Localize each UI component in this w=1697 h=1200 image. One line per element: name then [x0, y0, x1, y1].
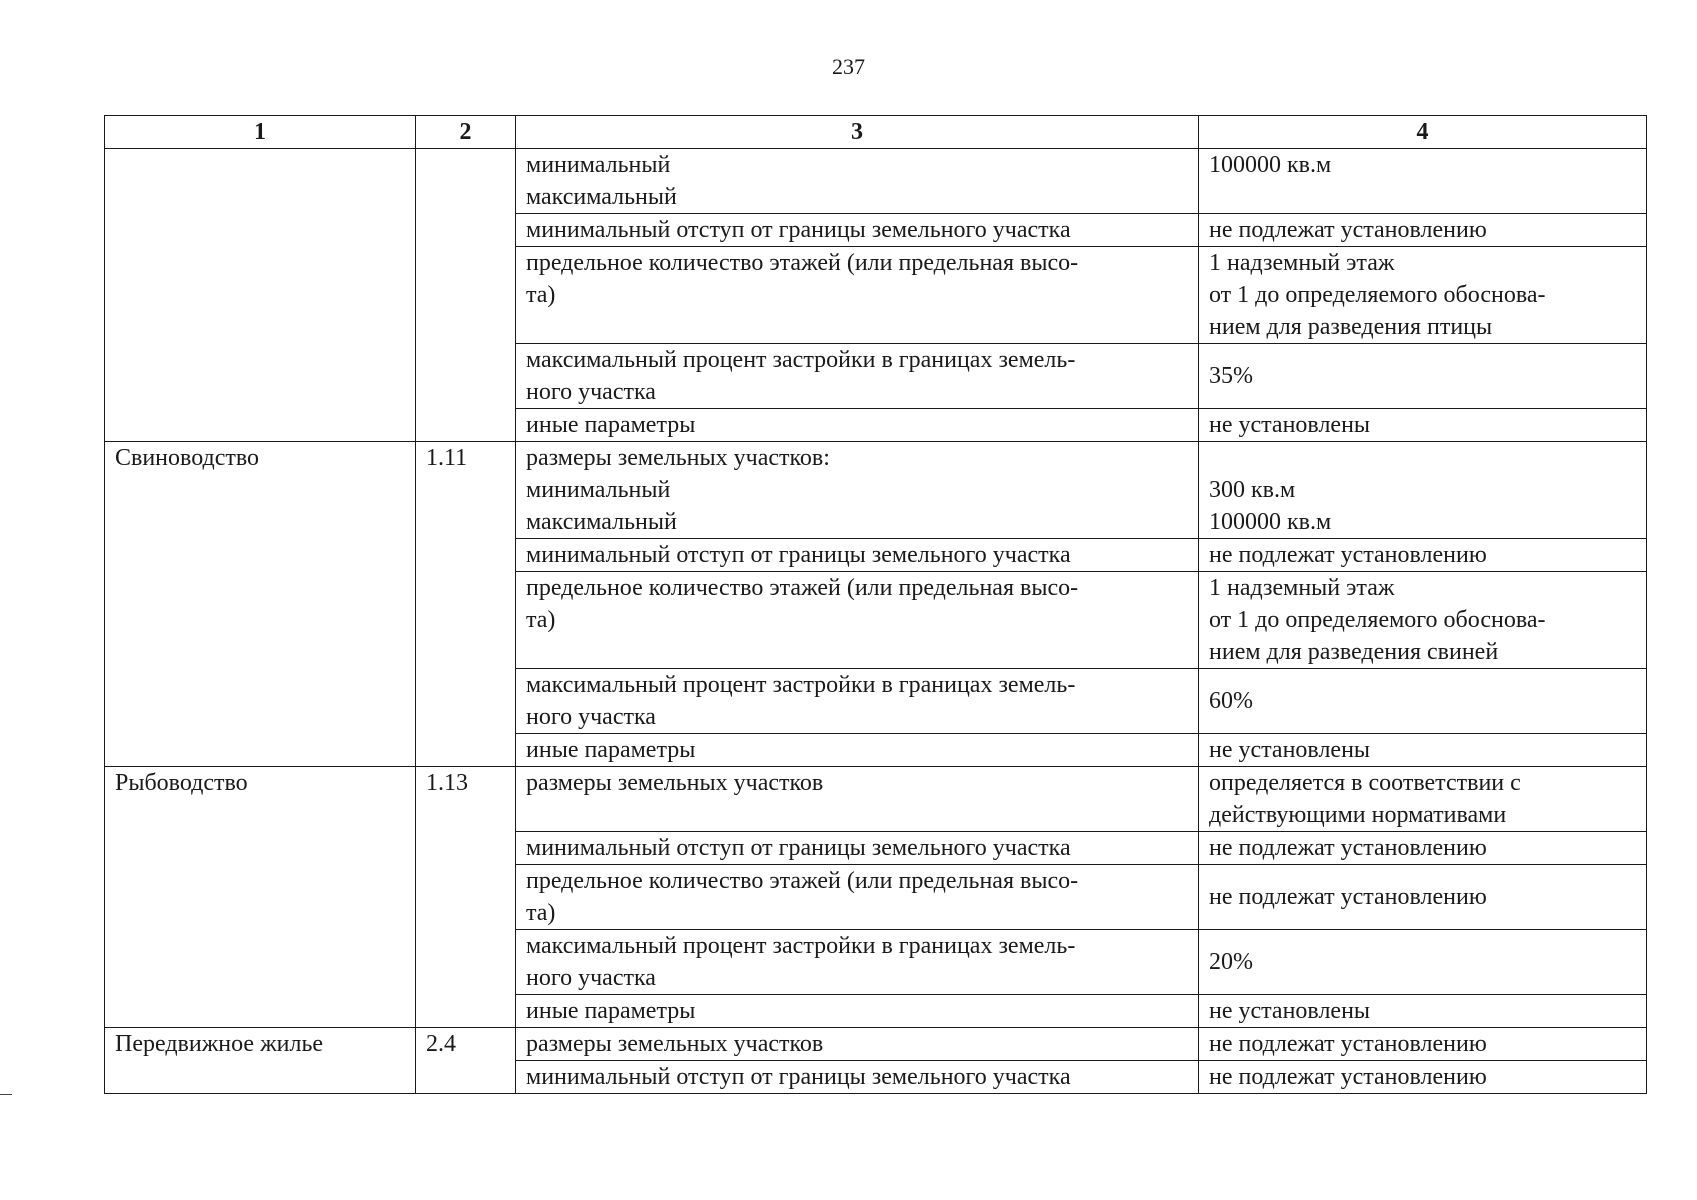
parameter-line: минимальный отступ от границы земельного участка	[526, 542, 1071, 568]
land-use-name	[105, 149, 416, 442]
column-header-2: 2	[416, 116, 516, 149]
value-cell	[1199, 149, 1647, 214]
value-cell	[1199, 1028, 1647, 1061]
value-cell	[1199, 344, 1647, 409]
value-line: не подлежат установлению	[1209, 884, 1487, 910]
value-line: не установлены	[1209, 998, 1371, 1024]
regulations-table	[104, 115, 1647, 1094]
land-use-code: 1.13	[416, 767, 516, 1028]
value-line: нием для разведения птицы	[1209, 314, 1493, 340]
parameter-line: размеры земельных участков	[526, 1031, 824, 1057]
parameter-cell	[516, 767, 1199, 832]
value-line: 60%	[1209, 688, 1253, 714]
parameter-cell	[516, 734, 1199, 767]
value-cell	[1199, 832, 1647, 865]
land-use-code: 2.4	[416, 1028, 516, 1094]
value-line: не установлены	[1209, 412, 1371, 438]
parameter-cell	[516, 669, 1199, 734]
parameter-line: минимальный отступ от границы земельного участка	[526, 1064, 1071, 1090]
value-line: 100000 кв.м	[1209, 509, 1332, 535]
value-line	[1209, 442, 1636, 474]
value-line: не подлежат установлению	[1209, 542, 1487, 568]
parameter-line: максимальный процент застройки в границах земель-	[526, 347, 1076, 373]
parameter-cell	[516, 865, 1199, 930]
value-line: определяется в соответствии с	[1209, 770, 1521, 796]
table-row	[105, 442, 1647, 539]
value-line: 300 кв.м	[1209, 477, 1296, 503]
column-header-1: 1	[105, 116, 416, 149]
column-header-3: 3	[516, 116, 1199, 149]
parameter-cell	[516, 539, 1199, 572]
value-cell	[1199, 995, 1647, 1028]
land-use-name: Рыбоводство	[105, 767, 416, 1028]
parameter-cell	[516, 572, 1199, 669]
parameter-line: иные параметры	[526, 998, 696, 1024]
land-use-code	[416, 149, 516, 442]
value-cell	[1199, 539, 1647, 572]
value-line: не подлежат установлению	[1209, 217, 1487, 243]
parameter-line: предельное количество этажей (или предельная высо-	[526, 250, 1079, 276]
parameter-line: ного участка	[526, 704, 656, 730]
value-line: не подлежат установлению	[1209, 1031, 1487, 1057]
value-cell	[1199, 572, 1647, 669]
parameter-cell	[516, 832, 1199, 865]
parameter-line: предельное количество этажей (или предельная высо-	[526, 575, 1079, 601]
page-number: 237	[832, 54, 865, 79]
value-line: 100000 кв.м	[1209, 152, 1332, 178]
value-cell	[1199, 1061, 1647, 1094]
parameter-line: та)	[526, 607, 556, 633]
parameter-cell	[516, 214, 1199, 247]
value-cell	[1199, 214, 1647, 247]
parameter-line: максимальный	[526, 184, 677, 210]
value-cell	[1199, 767, 1647, 832]
parameter-line: минимальный	[526, 152, 671, 178]
header-row	[105, 116, 1647, 149]
value-line: от 1 до определяемого обоснова-	[1209, 607, 1546, 633]
parameter-line: размеры земельных участков	[526, 770, 824, 796]
table-row	[105, 1028, 1647, 1061]
parameter-cell	[516, 409, 1199, 442]
parameter-line: размеры земельных участков:	[526, 445, 830, 471]
value-cell	[1199, 669, 1647, 734]
column-header-4: 4	[1199, 116, 1647, 149]
value-cell	[1199, 734, 1647, 767]
value-line: не установлены	[1209, 737, 1371, 763]
land-use-code: 1.11	[416, 442, 516, 767]
parameter-line: ного участка	[526, 965, 656, 991]
value-line: 35%	[1209, 363, 1253, 389]
value-line: нием для разведения свиней	[1209, 639, 1499, 665]
parameter-cell	[516, 1028, 1199, 1061]
value-line: действующими нормативами	[1209, 802, 1507, 828]
parameter-cell	[516, 344, 1199, 409]
parameter-line: максимальный процент застройки в границах земель-	[526, 672, 1076, 698]
value-line: 20%	[1209, 949, 1253, 975]
parameter-line: минимальный	[526, 477, 671, 503]
value-line: не подлежат установлению	[1209, 1064, 1487, 1090]
value-cell	[1199, 865, 1647, 930]
parameter-line: максимальный	[526, 509, 677, 535]
parameter-cell	[516, 930, 1199, 995]
parameter-line: та)	[526, 900, 556, 926]
parameter-line: иные параметры	[526, 412, 696, 438]
value-line: 1 надземный этаж	[1209, 250, 1395, 276]
parameter-line: та)	[526, 282, 556, 308]
parameter-line: минимальный отступ от границы земельного участка	[526, 217, 1071, 243]
parameter-cell	[516, 247, 1199, 344]
table-row	[105, 149, 1647, 214]
parameter-cell	[516, 1061, 1199, 1094]
value-line: от 1 до определяемого обоснова-	[1209, 282, 1546, 308]
parameter-cell	[516, 149, 1199, 214]
value-cell	[1199, 930, 1647, 995]
parameter-line: ного участка	[526, 379, 656, 405]
table-body	[105, 149, 1647, 1094]
value-cell	[1199, 442, 1647, 539]
parameter-line: максимальный процент застройки в границах земель-	[526, 933, 1076, 959]
parameter-line: иные параметры	[526, 737, 696, 763]
table-row	[105, 767, 1647, 832]
margin-mark	[0, 1094, 12, 1095]
value-cell	[1199, 409, 1647, 442]
land-use-name: Свиноводство	[105, 442, 416, 767]
land-use-name: Передвижное жилье	[105, 1028, 416, 1094]
value-cell	[1199, 247, 1647, 344]
parameter-line: минимальный отступ от границы земельного участка	[526, 835, 1071, 861]
parameter-line: предельное количество этажей (или предельная высо-	[526, 868, 1079, 894]
parameter-cell	[516, 442, 1199, 539]
value-line: 1 надземный этаж	[1209, 575, 1395, 601]
value-line: не подлежат установлению	[1209, 835, 1487, 861]
parameter-cell	[516, 995, 1199, 1028]
